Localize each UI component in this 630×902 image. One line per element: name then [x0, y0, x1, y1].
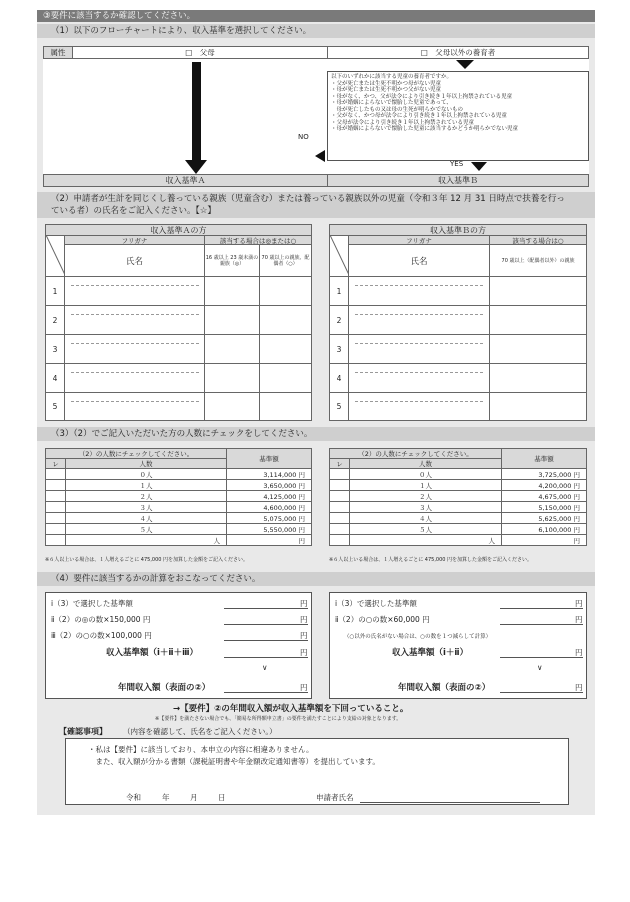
- option-parent-checkbox[interactable]: □ 父母: [72, 46, 328, 59]
- row-divider: [204, 363, 312, 364]
- compare-symbol: ∨: [262, 663, 268, 672]
- annual-income-label: 年間収入額（表面の②）: [118, 683, 211, 693]
- calc-box-a: [45, 592, 312, 699]
- col2-check-area[interactable]: [259, 276, 312, 421]
- signer-label: 申請者氏名: [316, 793, 354, 802]
- people-head: 人数: [66, 459, 227, 469]
- check-cell[interactable]: [330, 535, 350, 546]
- amount-cell: 5,625,000 円: [502, 513, 587, 524]
- table-b-title: 収入基準Ｂの方: [329, 224, 587, 236]
- people-head: 人数: [350, 459, 502, 469]
- date-era: 令和: [126, 793, 141, 802]
- people-cell: ２人: [66, 491, 227, 502]
- calc-total-label: 収入基準額（ⅰ＋ⅱ）: [392, 648, 469, 658]
- sec3-note-a: ※６人以上いる場合は、１人増えるごとに 475,000 円を加算した金額をご記入ください。: [45, 557, 249, 563]
- check-cell[interactable]: [46, 513, 66, 524]
- calc-line-i: ⅰ（3）で選択した基準額: [51, 599, 133, 608]
- furigana-divider: [71, 285, 199, 286]
- table-b-amounts: [329, 448, 587, 546]
- calc-total-input[interactable]: [500, 657, 583, 658]
- people-cell: １人: [350, 480, 502, 491]
- row-number: 4: [329, 363, 349, 393]
- people-cell: ２人: [350, 491, 502, 502]
- amount-cell[interactable]: 円: [502, 535, 587, 546]
- diagonal-line: [330, 235, 348, 277]
- yen-unit: 円: [300, 615, 308, 624]
- row-number: 2: [329, 305, 349, 335]
- amount-cell: 4,600,000 円: [227, 502, 312, 513]
- calc-note: （○以外の氏名がない場合は、○の数を１つ減らして計算）: [344, 634, 492, 640]
- form-sheet: [37, 10, 595, 815]
- condition-item: ・父がなく、かつ母が法令により引き続き１年以上拘禁されている児童: [331, 113, 507, 119]
- arrow-head-left: [185, 160, 207, 174]
- row-number: 3: [329, 334, 349, 364]
- calc-total-label: 収入基準額（ⅰ＋ⅱ＋ⅲ）: [106, 648, 198, 658]
- amount-cell: 5,075,000 円: [227, 513, 312, 524]
- people-cell: ５人: [66, 524, 227, 535]
- calc-line-iii: ⅲ（2）の○の数×100,000 円: [51, 631, 152, 640]
- people-cell: ０人: [350, 469, 502, 480]
- name-input[interactable]: [64, 392, 205, 421]
- furigana-divider: [71, 401, 199, 402]
- check-head: レ: [46, 459, 66, 469]
- furigana-divider: [355, 314, 483, 315]
- table-a-title: 収入基準Ａの方: [45, 224, 312, 236]
- row-divider: [489, 392, 587, 393]
- table-b-name-head: 氏名: [348, 244, 490, 277]
- people-cell: １人: [66, 480, 227, 491]
- furigana-divider: [355, 372, 483, 373]
- table-a-check-head: 該当する場合は◎または○: [204, 235, 312, 245]
- table-a-furigana-head: フリガナ: [64, 235, 205, 245]
- row-number: 2: [45, 305, 65, 335]
- yen-unit: 円: [300, 683, 308, 692]
- sec3-title: （3）（2）でご記入いただいた方の人数にチェックをしてください。: [37, 427, 595, 441]
- amount-cell[interactable]: 円: [227, 535, 312, 546]
- calc-line-ii: ⅱ（2）の○の数×60,000 円: [335, 615, 430, 624]
- condition-item: ・父母が法令により引き続き１年以上拘禁されている児童: [331, 119, 475, 126]
- compare-symbol: ∨: [537, 663, 543, 672]
- amount-head: 基準額: [502, 449, 587, 469]
- row-divider: [204, 392, 312, 393]
- confirm-hint: （内容を確認して、氏名をご記入ください。）: [123, 727, 277, 736]
- furigana-divider: [355, 343, 483, 344]
- people-cell[interactable]: 人: [350, 535, 502, 546]
- check-head: レ: [330, 459, 350, 469]
- row-number: 1: [329, 276, 349, 306]
- check-cell[interactable]: [330, 480, 350, 491]
- condition-item: 母が死亡したもの又は母の生死が明らかでないもの: [331, 106, 464, 113]
- diagonal-line: [46, 235, 64, 277]
- name-input[interactable]: [64, 276, 205, 306]
- check-cell[interactable]: [46, 491, 66, 502]
- confirm-label: 【確認事項】: [59, 727, 107, 736]
- conditions-box: [327, 71, 589, 161]
- arrow-no-left: [315, 150, 325, 162]
- arrow-down-conditions: [456, 60, 474, 69]
- amount-cell: 4,200,000 円: [502, 480, 587, 491]
- standard-b-box: 収入基準Ｂ: [327, 174, 589, 187]
- amount-cell: 6,100,000 円: [502, 524, 587, 535]
- check-cell[interactable]: [46, 502, 66, 513]
- date-month[interactable]: 月: [190, 793, 198, 802]
- table-a-corner: [45, 235, 65, 277]
- confirm-line1: ・私は【要件】に該当しており、本申立の内容に相違ありません。: [88, 745, 314, 754]
- conclusion-text: →【要件】②の年間収入額が収入基準額を下回っていること。: [173, 704, 409, 714]
- calc-line-i: ⅰ（3）で選択した基準額: [335, 599, 417, 608]
- amount-cell: 4,125,000 円: [227, 491, 312, 502]
- people-cell: ４人: [66, 513, 227, 524]
- people-cell: ３人: [350, 502, 502, 513]
- name-input[interactable]: [64, 363, 205, 393]
- people-cell: ３人: [66, 502, 227, 513]
- yes-label: YES: [450, 160, 464, 168]
- check-cell[interactable]: [330, 469, 350, 480]
- check-cell[interactable]: [46, 524, 66, 535]
- row-divider: [489, 363, 587, 364]
- table-head: （2）の人数にチェックしてください。: [330, 449, 502, 459]
- amount-cell: 5,550,000 円: [227, 524, 312, 535]
- condition-item: ・母が婚姻によらないで懐胎した児童であって、: [331, 100, 452, 106]
- yen-unit: 円: [575, 599, 583, 608]
- table-a-col1-head: 16 歳以上 23 歳未満の親族（◎）: [204, 244, 260, 277]
- row-number: 5: [329, 392, 349, 421]
- date-day[interactable]: 日: [218, 793, 226, 802]
- row-number: 3: [45, 334, 65, 364]
- no-label: NO: [298, 133, 309, 141]
- date-year[interactable]: 年: [162, 793, 170, 802]
- warning-text: ※【要件】を満たさない場合でも、「簡易な所得額申立書」の要件を満たすことにより支給の対象となります。: [155, 716, 402, 722]
- check-cell[interactable]: [330, 513, 350, 524]
- amount-cell: 3,725,000 円: [502, 469, 587, 480]
- annual-income-input[interactable]: [500, 692, 583, 693]
- name-input[interactable]: [64, 334, 205, 364]
- table-b-check-head: 該当する場合は○: [489, 235, 587, 245]
- calc-input[interactable]: [500, 624, 583, 625]
- annual-income-input[interactable]: [224, 692, 308, 693]
- table-b-corner: [329, 235, 349, 277]
- sec1-title: （1）以下のフローチャートにより、収入基準を選択してください。: [37, 24, 595, 38]
- table-a-amounts: [45, 448, 312, 546]
- yen-unit: 円: [575, 615, 583, 624]
- yen-unit: 円: [300, 599, 308, 608]
- people-cell[interactable]: 人: [66, 535, 227, 546]
- annual-income-label: 年間収入額（表面の②）: [398, 683, 491, 693]
- condition-item: ・母が死亡または生死不明かつ父がない児童: [331, 87, 442, 93]
- calc-box-b: [329, 592, 587, 699]
- amount-cell: 3,650,000 円: [227, 480, 312, 491]
- furigana-divider: [71, 372, 199, 373]
- row-divider: [489, 334, 587, 335]
- row-divider: [204, 334, 312, 335]
- sec4-title: （4）要件に該当するかの計算をおこなってください。: [37, 572, 595, 586]
- arrow-yes-down: [471, 162, 487, 171]
- name-input[interactable]: [348, 305, 490, 335]
- condition-item: ・母がなく、かつ、父が法令により引き続き１年以上拘禁されている児童: [331, 93, 513, 100]
- calc-input[interactable]: [224, 640, 308, 641]
- check-cell[interactable]: [330, 491, 350, 502]
- check-cell[interactable]: [46, 535, 66, 546]
- name-input[interactable]: [348, 392, 490, 421]
- conditions-intro: 以下のいずれかに該当する児童の養育者ですか。: [331, 74, 453, 80]
- furigana-divider: [71, 314, 199, 315]
- section-header: ③要件に該当するか確認してください。: [37, 10, 595, 22]
- name-input[interactable]: [348, 276, 490, 306]
- calc-total-input[interactable]: [224, 657, 308, 658]
- check-cell[interactable]: [330, 502, 350, 513]
- row-number: 4: [45, 363, 65, 393]
- table-a-name-head: 氏名: [64, 244, 205, 277]
- confirm-line2: また、収入額が分かる書類（課税証明書や年金額改定通知書等）を提出しています。: [88, 757, 380, 766]
- name-input[interactable]: [348, 334, 490, 364]
- amount-cell: 5,150,000 円: [502, 502, 587, 513]
- option-other-checkbox[interactable]: □ 父母以外の養育者: [327, 46, 589, 59]
- table-a-col2-head: 70 歳以上の親族、配偶者（○）: [259, 244, 312, 277]
- calc-input[interactable]: [224, 608, 308, 609]
- row-divider: [204, 305, 312, 306]
- row-number: 1: [45, 276, 65, 306]
- furigana-divider: [71, 343, 199, 344]
- signer-input[interactable]: [360, 802, 540, 803]
- sec2-title-line1: （2）申請者が生計を同じくし養っている親族（児童含む）または養っている親族以外の児童（令和３年 12 月 31 日時点で扶養を行っ: [51, 194, 565, 204]
- amount-cell: 3,114,000 円: [227, 469, 312, 480]
- sec2-title-line2: ている者）の氏名をご記入ください。【☆】: [51, 206, 216, 216]
- furigana-divider: [355, 401, 483, 402]
- calc-input[interactable]: [500, 608, 583, 609]
- sec2-title: [37, 192, 595, 218]
- people-cell: ０人: [66, 469, 227, 480]
- check-cell[interactable]: [46, 469, 66, 480]
- furigana-divider: [355, 285, 483, 286]
- check-cell[interactable]: [46, 480, 66, 491]
- row-divider: [489, 305, 587, 306]
- col1-check-area[interactable]: [204, 276, 260, 421]
- condition-item: ・母が婚姻によらないで懐胎した児童に該当するかどうか明らかでない児童: [331, 126, 519, 132]
- sec3-note-b: ※６人以上いる場合は、１人増えるごとに 475,000 円を加算した金額をご記入ください。: [329, 557, 533, 563]
- calc-line-ii: ⅱ（2）の◎の数×150,000 円: [51, 615, 151, 624]
- condition-item: ・父が死亡または生死不明かつ母がない児童: [331, 80, 442, 87]
- name-input[interactable]: [64, 305, 205, 335]
- arrow-shaft-left: [192, 62, 201, 165]
- attr-label: 属性: [43, 46, 73, 59]
- calc-input[interactable]: [224, 624, 308, 625]
- check-cell[interactable]: [330, 524, 350, 535]
- b-col1-check-area[interactable]: [489, 276, 587, 421]
- name-input[interactable]: [348, 363, 490, 393]
- yen-unit: 円: [575, 648, 583, 657]
- row-number: 5: [45, 392, 65, 421]
- table-b-furigana-head: フリガナ: [348, 235, 490, 245]
- yen-unit: 円: [575, 683, 583, 692]
- people-cell: ５人: [350, 524, 502, 535]
- confirm-box: [65, 738, 569, 805]
- yen-unit: 円: [300, 631, 308, 640]
- amount-cell: 4,675,000 円: [502, 491, 587, 502]
- table-head: （2）の人数にチェックしてください。: [46, 449, 227, 459]
- amount-head: 基準額: [227, 449, 312, 469]
- people-cell: ４人: [350, 513, 502, 524]
- standard-a-box: 収入基準Ａ: [43, 174, 328, 187]
- yen-unit: 円: [300, 648, 308, 657]
- table-b-col1-head: 70 歳以上（配偶者以外）の親族: [489, 244, 587, 277]
